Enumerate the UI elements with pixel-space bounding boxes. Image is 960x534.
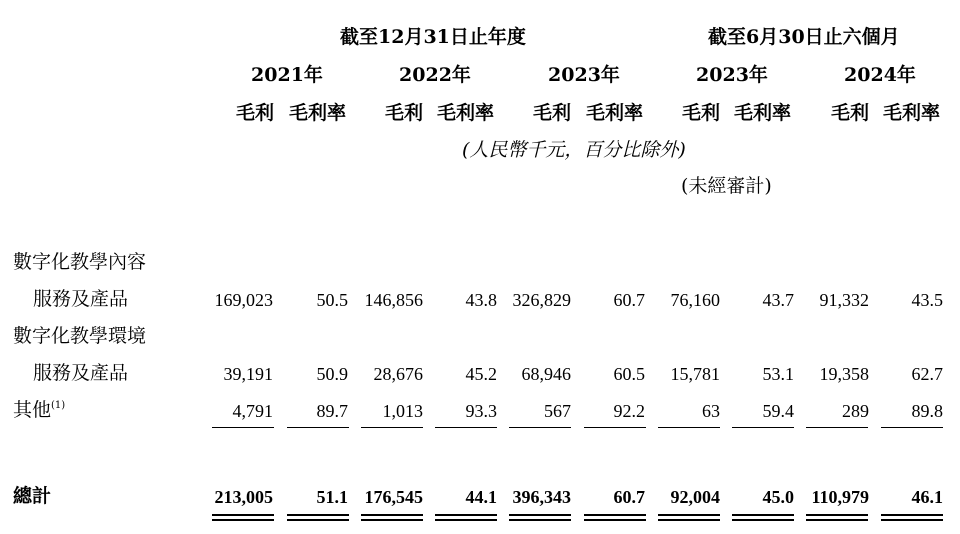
unit-note: (人民幣千元，百分比除外) [462, 139, 686, 161]
cell-value: 326,829 [512, 290, 571, 310]
subtotal-rule [881, 427, 943, 428]
cell-value: 45.2 [465, 364, 497, 384]
subtotal-rule [287, 427, 349, 428]
cell-value: 289 [842, 401, 869, 421]
col-header-gross-profit: 毛利 [385, 102, 424, 124]
total-value: 60.7 [613, 487, 645, 507]
total-value: 396,343 [512, 487, 571, 507]
cell-value: 43.5 [911, 290, 943, 310]
cell-value: 76,160 [670, 290, 720, 310]
total-value: 46.1 [911, 487, 943, 507]
total-double-rule [212, 514, 274, 521]
cell-value: 59.4 [762, 401, 794, 421]
unaudited-note: (未經審計) [681, 175, 772, 197]
total-double-rule [435, 514, 497, 521]
total-double-rule [732, 514, 794, 521]
total-double-rule [361, 514, 423, 521]
cell-value: 1,013 [382, 401, 423, 421]
col-header-margin: 毛利率 [883, 102, 941, 124]
cell-value: 60.7 [613, 290, 645, 310]
cell-value: 50.5 [316, 290, 348, 310]
total-double-rule [509, 514, 571, 521]
col-header-gross-profit: 毛利 [236, 102, 275, 124]
col-header-gross-profit: 毛利 [682, 102, 721, 124]
total-value: 51.1 [316, 487, 348, 507]
total-value: 44.1 [465, 487, 497, 507]
total-value: 45.0 [762, 487, 794, 507]
cell-value: 19,358 [819, 364, 869, 384]
cell-value: 68,946 [521, 364, 571, 384]
total-double-rule [881, 514, 943, 521]
cell-value: 92.2 [613, 401, 645, 421]
period-header-six-months: 截至6月30日止六個月 [708, 26, 900, 48]
cell-value: 43.7 [762, 290, 794, 310]
col-header-gross-profit: 毛利 [533, 102, 572, 124]
cell-value: 89.7 [316, 401, 348, 421]
year-header-2022: 2022年 [399, 64, 471, 86]
period-header-fiscal-year: 截至12月31日止年度 [340, 26, 526, 48]
total-label: 總計 [13, 485, 52, 507]
row-label-other [13, 401, 65, 420]
col-header-gross-profit: 毛利 [831, 102, 870, 124]
col-header-margin: 毛利率 [586, 102, 644, 124]
cell-value: 169,023 [214, 290, 273, 310]
cell-value: 43.8 [465, 290, 497, 310]
year-header-2021: 2021年 [251, 64, 323, 86]
subtotal-rule [435, 427, 497, 428]
cell-value: 28,676 [373, 364, 423, 384]
row-label-continued: 服務及產品 [33, 288, 129, 310]
cell-value: 89.8 [911, 401, 943, 421]
row-label: 數字化教學內容 [13, 251, 147, 273]
cell-value: 91,332 [819, 290, 869, 310]
year-header-2024-6m: 2024年 [844, 64, 916, 86]
cell-value: 63 [702, 401, 720, 421]
total-double-rule [658, 514, 720, 521]
total-double-rule [287, 514, 349, 521]
subtotal-rule [361, 427, 423, 428]
row-label-text: 其他 [13, 399, 52, 421]
row-label-continued: 服務及產品 [33, 362, 129, 384]
row-label: 數字化教學環境 [13, 325, 147, 347]
cell-value: 62.7 [911, 364, 943, 384]
cell-value: 567 [544, 401, 571, 421]
total-double-rule [806, 514, 868, 521]
total-value: 176,545 [364, 487, 423, 507]
subtotal-rule [212, 427, 274, 428]
subtotal-rule [806, 427, 868, 428]
total-value: 213,005 [214, 487, 273, 507]
total-value: 92,004 [670, 487, 720, 507]
subtotal-rule [658, 427, 720, 428]
cell-value: 60.5 [613, 364, 645, 384]
subtotal-rule [509, 427, 571, 428]
col-header-margin: 毛利率 [437, 102, 495, 124]
cell-value: 53.1 [762, 364, 794, 384]
cell-value: 50.9 [316, 364, 348, 384]
year-header-2023-6m: 2023年 [696, 64, 768, 86]
cell-value: 93.3 [465, 401, 497, 421]
footnote-marker: (1) [51, 400, 66, 411]
total-double-rule [584, 514, 646, 521]
cell-value: 15,781 [670, 364, 720, 384]
cell-value: 4,791 [232, 401, 273, 421]
subtotal-rule [732, 427, 794, 428]
col-header-margin: 毛利率 [289, 102, 347, 124]
total-value: 110,979 [811, 487, 869, 507]
cell-value: 146,856 [364, 290, 423, 310]
year-header-2023: 2023年 [548, 64, 620, 86]
col-header-margin: 毛利率 [734, 102, 792, 124]
subtotal-rule [584, 427, 646, 428]
cell-value: 39,191 [223, 364, 273, 384]
